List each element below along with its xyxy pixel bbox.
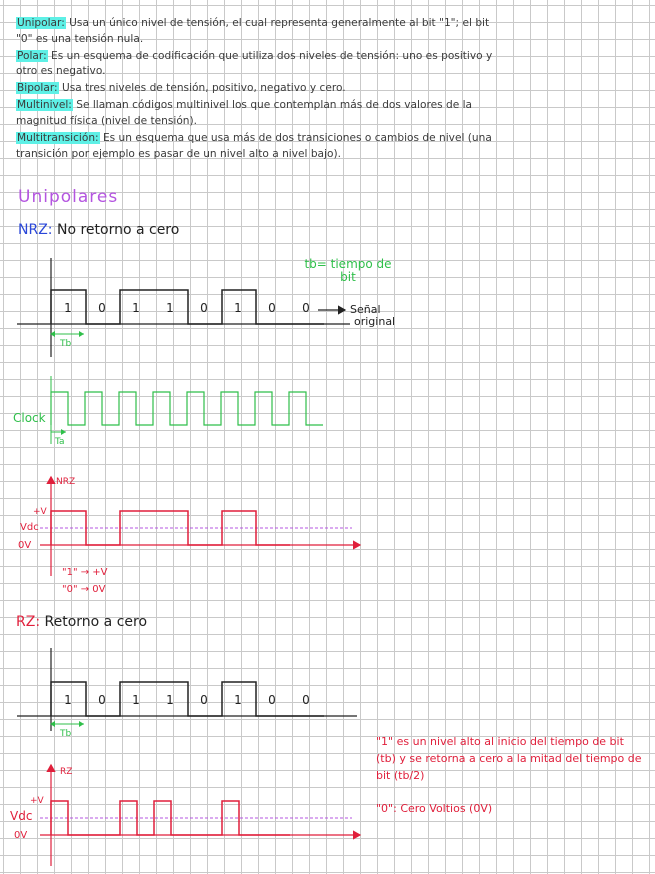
definition-text: Es un esquema de codificación que utiliza dos niveles de tensión: uno es positivo y otro es negativo. [16,49,493,78]
bit-label: 0 [268,693,276,707]
clock-period-label: Ta [55,437,65,447]
bit-label: 1 [64,301,72,315]
nrz-plus-v: +V [33,507,47,517]
nrz-original-signal [17,258,395,357]
definition-term: Multitransición: [17,132,99,145]
rz-original-waveform [51,682,324,716]
nrz-plot-label: NRZ [56,477,76,487]
nrz-red-plot [18,477,360,595]
definition-term: Multinivel: [17,99,72,112]
bit-label: 1 [64,693,72,707]
rz-tb-label: Tb [60,729,72,739]
bit-label: 0 [200,693,208,707]
bit-label: 0 [268,301,276,315]
rz-vdc: Vdc [10,809,33,823]
signal-label-line1: Señal [350,303,381,316]
clock-label: Clock [13,411,46,425]
bit-label: 0 [302,693,310,707]
bit-label: 0 [98,693,106,707]
clock-signal [51,376,323,447]
rz-zero-v: 0V [14,830,28,841]
definition-text: Es un esquema que usa más de dos transiciones o cambios de nivel (una transición por ejemplo es pasar de un nivel alto a nivel bajo). [16,132,492,160]
bit-label: 1 [234,301,242,315]
nrz-title: No retorno a cero [56,222,180,238]
nrz-rule-one: "1" → +V [62,567,108,578]
rz-bit-labels [64,693,310,707]
bit-label: 0 [302,301,310,315]
nrz-label: NRZ: [18,222,53,238]
bit-label: 0 [98,301,106,315]
nrz-rule-zero: "0" → 0V [62,584,106,595]
bit-label: 1 [132,693,140,707]
section-title: Unipolares [18,187,119,207]
rz-title: Retorno a cero [44,614,148,630]
definition-term: Polar: [17,49,47,62]
nrz-original-waveform [51,290,324,324]
signal-label-line2: original [354,315,396,328]
rz-note-one: "1" es un nivel alto al inicio del tiempo de bit (tb) y se retorna a cero a la mitad del tiempo de bit (tb/2) [376,735,642,782]
bit-label: 1 [166,693,174,707]
rz-original-signal [17,648,357,739]
bit-label: 0 [200,301,208,315]
rz-label: RZ: [16,614,41,630]
nrz-vdc: Vdc [20,522,39,533]
nrz-zero-v: 0V [18,540,32,551]
definition-term: Bipolar: [17,82,58,95]
clock-waveform [51,392,323,425]
rz-note-zero: "0": Cero Voltios (0V) [376,802,493,815]
definition-text: Usa un único nivel de tensión, el cual representa generalmente al bit "1"; el bit "0" es una tensión nula. [16,17,490,45]
definition-text: Usa tres niveles de tensión, positivo, negativo y cero. [58,82,346,95]
tb-note: tb= tiempo de bit [304,257,392,284]
definition-text: Se llaman códigos multinivel los que contemplan más de dos valores de la magnitud física (nivel de tensión). [16,99,473,128]
bit-label: 1 [166,301,174,315]
nrz-bit-labels [64,301,310,315]
definition-term: Unipolar: [17,17,65,29]
rz-plus-v: +V [30,796,44,806]
tb-label: Tb [60,339,72,349]
rz-plot-label: RZ [60,767,73,777]
bit-label: 1 [234,693,242,707]
bit-label: 1 [132,301,140,315]
rz-red-plot [10,765,360,866]
